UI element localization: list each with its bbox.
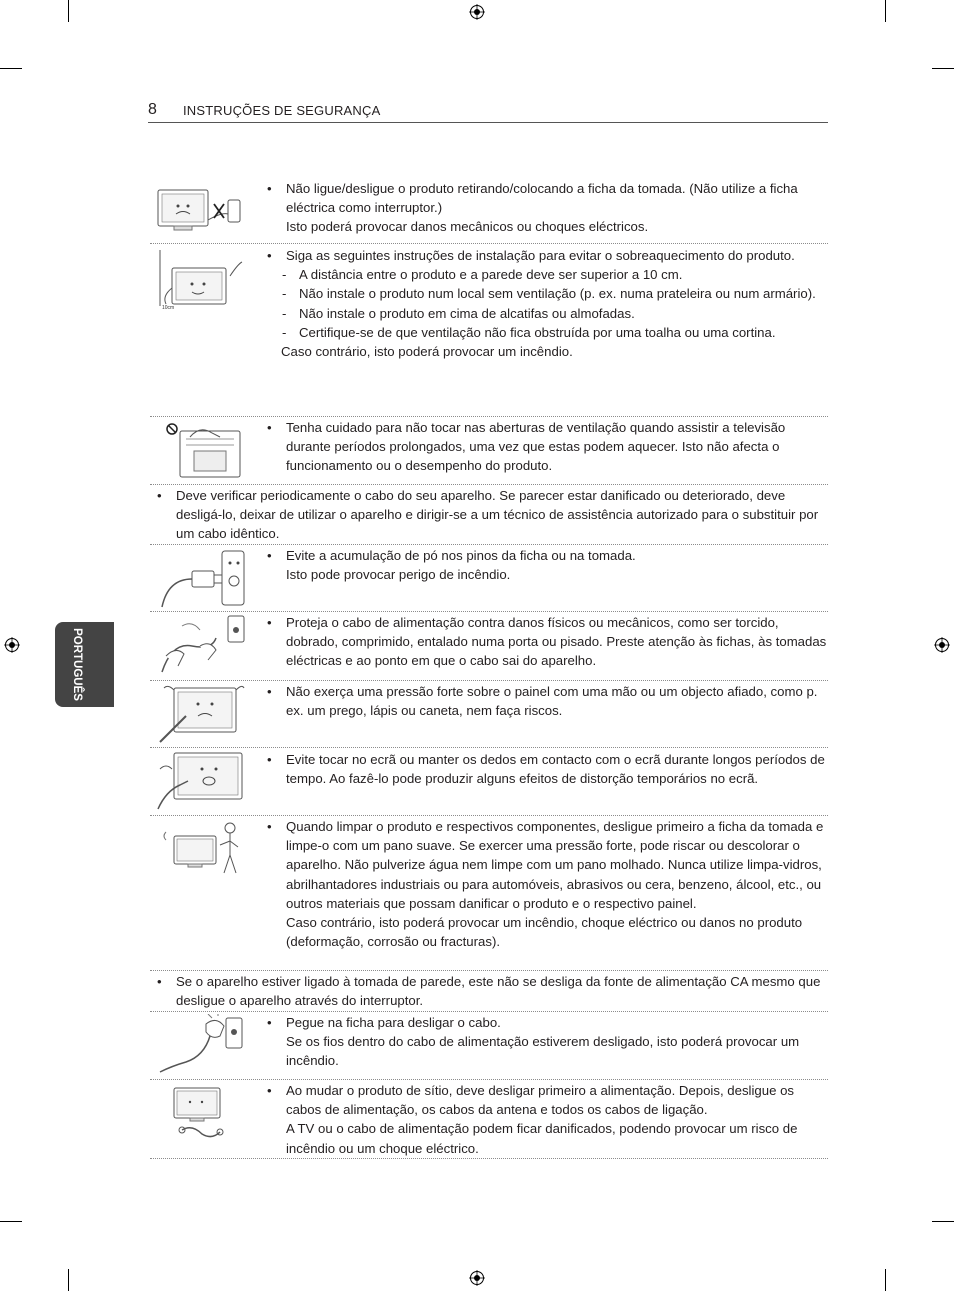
page-header: [148, 98, 828, 123]
safety-item: [150, 748, 828, 816]
note-text: Isto poderá provocar danos mecânicos ou choques eléctricos.: [286, 219, 649, 235]
bullet-text: • Se o aparelho estiver ligado à tomada de parede, este não se desliga da fonte de alimentação CA mesmo que desligue o aparelho através do interruptor.: [157, 974, 821, 1009]
page-number: 8: [148, 101, 157, 118]
bullet-text: • Pegue na ficha para desligar o cabo.: [267, 1015, 501, 1030]
dash-item: - Não instale o produto em cima de alcatifas ou almofadas.: [282, 305, 635, 321]
dash-item: - A distância entre o produto e a parede deve ser superior a 10 cm.: [282, 267, 683, 283]
registration-mark-icon: [4, 637, 20, 653]
bullet-text: • Evite a acumulação de pó nos pinos da ficha ou na tomada.: [267, 548, 636, 563]
bullet-text: • Não exerça uma pressão forte sobre o painel com uma mão ou um objecto afiado, como p. ex. um prego, lápis ou caneta, nem faça riscos.: [267, 684, 818, 719]
safety-item: [150, 1080, 828, 1159]
safety-item: [150, 417, 828, 485]
note-text: Caso contrário, isto poderá provocar um incêndio.: [281, 344, 573, 360]
safety-item: [150, 244, 828, 417]
safety-item: [150, 816, 828, 971]
crop-mark: [68, 0, 69, 22]
bullet-text: • Evite tocar no ecrã ou manter os dedos em contacto com o ecrã durante longos períodos de tempo. Ao fazê-lo pode produzir alguns efeitos de distorção temporários no ecrã.: [267, 752, 825, 787]
bullet-text: • Quando limpar o produto e respectivos componentes, desligue primeiro a ficha da tomada e limpe-o com um pano suave. Se exercer uma pressão forte, pode riscar ou descolorar o aparelho. Não pulverize água nem limpe com um pano molhado. Nunca utilize limpa-vidros, abrilhantadores industriais ou para automóveis, abrasivos ou cera, benzeno, álcool, etc., ou outros materiais que possam danificar o produto e o respectivo painel.: [267, 819, 824, 911]
language-tab-label: PORTUGUÊS: [71, 628, 83, 701]
note-text: Se os fios dentro do cabo de alimentação estiverem desligado, isto poderá provocar um incêndio.: [286, 1034, 800, 1069]
bullet-text: • Proteja o cabo de alimentação contra danos físicos ou mecânicos, como ser torcido, dobrado, comprimido, entalado numa porta ou pisado. Preste atenção às fichas, às tomadas eléctricas e ao ponto em que o cabo sai do aparelho.: [267, 615, 827, 669]
bullet-text: • Ao mudar o produto de sítio, deve desligar primeiro a alimentação. Depois, desligue os cabos de alimentação, os cabos da antena e todos os cabos de ligação.: [267, 1083, 795, 1118]
note-text: Isto pode provocar perigo de incêndio.: [286, 567, 511, 583]
bullet-text: • Siga as seguintes instruções de instalação para evitar o sobreaquecimento do produto.: [267, 248, 795, 263]
safety-instructions-list: [150, 176, 828, 1159]
crop-mark: [932, 68, 954, 69]
bullet-text: • Não ligue/desligue o produto retirando/colocando a ficha da tomada. (Não utilize a ficha eléctrica como interruptor.): [267, 181, 798, 216]
registration-mark-icon: [469, 1270, 485, 1286]
crop-mark: [885, 1269, 886, 1291]
bullet-text: • Deve verificar periodicamente o cabo do seu aparelho. Se parecer estar danificado ou deteriorado, deve desligá-lo, deixar de utilizar o aparelho e dirigir-se a um técnico de assistência autorizado para o substituir por um cabo idêntico.: [157, 488, 819, 542]
language-tab: [55, 622, 114, 707]
crop-mark: [885, 0, 886, 22]
section-title: INSTRUÇÕES DE SEGURANÇA: [183, 103, 381, 118]
safety-item: [150, 1012, 828, 1080]
safety-item: [150, 545, 828, 612]
safety-item: [150, 612, 828, 681]
crop-mark: [0, 68, 22, 69]
registration-mark-icon: [934, 637, 950, 653]
dash-item: - Não instale o produto num local sem ventilação (p. ex. numa prateleira ou num armário).: [282, 286, 816, 302]
bullet-text: • Tenha cuidado para não tocar nas aberturas de ventilação quando assistir a televisão durante períodos prolongados, uma vez que estas podem aquecer. Isto não afecta o funcionamento ou o desempenho do produto.: [267, 420, 786, 474]
safety-item: [150, 681, 828, 748]
registration-mark-icon: [469, 4, 485, 20]
dash-item: - Certifique-se de que ventilação não fica obstruída por uma toalha ou uma cortina.: [282, 324, 776, 340]
note-text: Caso contrário, isto poderá provocar um incêndio, choque eléctrico ou danos no produto (deformação, corrosão ou fracturas).: [286, 915, 803, 950]
crop-mark: [68, 1269, 69, 1291]
safety-item: [150, 176, 828, 244]
svg-text:10cm: 10cm: [162, 305, 175, 310]
note-text: A TV ou o cabo de alimentação podem ficar danificados, podendo provocar um risco de incêndio ou um choque eléctrico.: [286, 1121, 798, 1156]
crop-mark: [0, 1221, 22, 1222]
crop-mark: [932, 1221, 954, 1222]
safety-item: [150, 485, 828, 545]
safety-item: [150, 971, 828, 1012]
